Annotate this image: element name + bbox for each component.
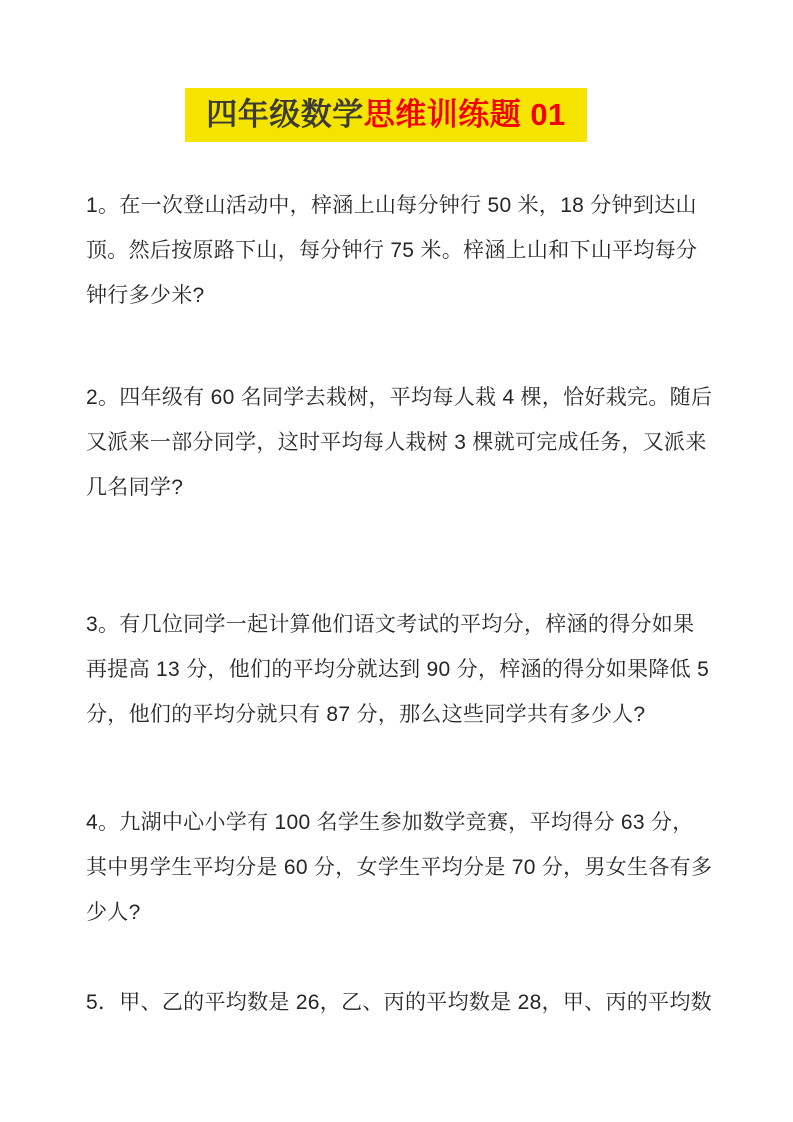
question-4 — [86, 800, 713, 935]
question-line: 顶。然后按原路下山，每分钟行 75 米。梓涵上山和下山平均每分 — [86, 239, 698, 262]
question-2 — [86, 375, 713, 510]
question-line: 再提高 13 分，他们的平均分就达到 90 分，梓涵的得分如果降低 5 — [86, 658, 710, 681]
question-line: 1。在一次登山活动中，梓涵上山每分钟行 50 米，18 分钟到达山 — [86, 194, 697, 217]
question-line: 3。有几位同学一起计算他们语文考试的平均分，梓涵的得分如果 — [86, 613, 695, 636]
question-line: 钟行多少米? — [86, 284, 205, 307]
title-subject-text: 四年级数学 — [206, 97, 364, 132]
question-line: 分，他们的平均分就只有 87 分，那么这些同学共有多少人? — [86, 703, 646, 726]
question-line: 2。四年级有 60 名同学去栽树，平均每人栽 4 棵，恰好栽完。随后 — [86, 386, 713, 409]
question-line: 5．甲、乙的平均数是 26，乙、丙的平均数是 28，甲、丙的平均数 — [86, 991, 712, 1014]
page-title — [185, 88, 587, 142]
title-series-text: 思维训练题 01 — [363, 97, 566, 132]
question-line: 其中男学生平均分是 60 分，女学生平均分是 70 分，男女生各有多 — [86, 856, 713, 879]
question-line: 4。九湖中心小学有 100 名学生参加数学竞赛，平均得分 63 分， — [86, 811, 694, 834]
question-line: 又派来一部分同学，这时平均每人栽树 3 棵就可完成任务，又派来 — [86, 431, 707, 454]
question-3 — [86, 602, 710, 737]
question-5 — [86, 980, 712, 1025]
question-line: 少人? — [86, 901, 141, 924]
question-1 — [86, 183, 707, 318]
question-line: 几名同学? — [86, 476, 184, 499]
